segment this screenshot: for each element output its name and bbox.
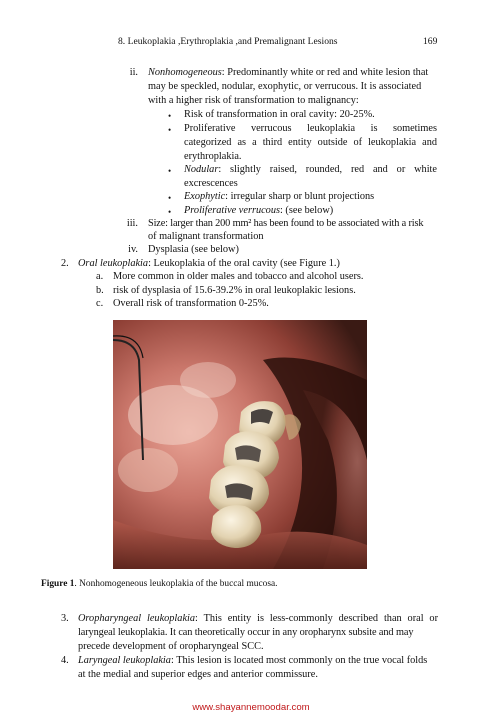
laryngeal-line-1: Laryngeal leukoplakia: This lesion is located most commonly on the true vocal folds	[78, 655, 428, 666]
oropharyngeal-line-1: Oropharyngeal leukoplakia: This entity is less-commonly described than oral or	[78, 613, 439, 624]
oral-leukoplakia-heading: Oral leukoplakia: Leukoplakia of the oral cavity (see Figure 1.)	[78, 258, 340, 269]
item-number: 2.	[61, 258, 69, 269]
bullet-glyph: •	[168, 193, 172, 203]
bullet-proliferative: Proliferative verrucous: (see below)	[184, 205, 334, 216]
bullet-pvl-line-3: erythroplakia.	[184, 151, 242, 162]
bullet-risk-text: Risk of transformation in oral cavity: 20-25%.	[184, 109, 375, 120]
nonhomogeneous-line-1: Nonhomogeneous: Predominantly white or red and white lesion that	[148, 67, 429, 78]
chapter-title: 8. Leukoplakia ,Erythroplakia ,and Premalignant Lesions	[118, 36, 338, 47]
oral-item-c-text: Overall risk of transformation 0-25%.	[113, 298, 269, 309]
page-number: 169	[423, 36, 438, 47]
oropharyngeal-line-3: precede development of oropharyngeal SCC.	[78, 641, 264, 652]
exophytic-term: Exophytic	[184, 191, 226, 202]
list-letter-c: c.	[96, 298, 104, 309]
oral-leukoplakia-term: Oral leukoplakia	[78, 258, 149, 269]
oropharyngeal-term: Oropharyngeal leukoplakia	[78, 613, 196, 624]
list-letter-a: a.	[96, 271, 104, 282]
bullet-glyph: •	[168, 125, 172, 135]
oral-item-b-text: risk of dysplasia of 15.6-39.2% in oral leukoplakic lesions.	[113, 285, 356, 296]
oral-item-a-text: More common in older males and tobacco and alcohol users.	[113, 271, 364, 282]
bullet-nodular-line-1: Nodular: slightly raised, rounded, red and or white	[184, 164, 437, 175]
bullet-nodular-line-2: excrescences	[184, 178, 238, 189]
bullet-glyph: •	[168, 111, 172, 121]
nonhomogeneous-line-3: with a higher risk of transformation to malignancy:	[148, 95, 359, 106]
proliferative-term: Proliferative verrucous	[184, 205, 280, 216]
bullet-pvl-line-2: categorized as a third entity outside of leukoplakia and	[184, 137, 437, 148]
laryngeal-term: Laryngeal leukoplakia	[78, 655, 171, 666]
roman-numeral-iv: iv.	[128, 244, 138, 255]
size-line-2: of malignant transformation	[148, 231, 264, 242]
figure-label: Figure 1	[41, 579, 75, 589]
roman-numeral-ii: ii.	[129, 67, 138, 78]
nonhomogeneous-line-2: may be speckled, nodular, exophytic, or verrucous. It is associated	[148, 81, 422, 92]
bullet-pvl-line-1: Proliferative verrucous leukoplakia is sometimes	[184, 123, 437, 134]
laryngeal-line-2: at the medial and superior edges and anterior commissure.	[78, 669, 318, 680]
size-line-1: Size: larger than 200 mm² has been found to be associated with a risk	[148, 218, 424, 229]
item-number: 3.	[61, 613, 69, 624]
dysplasia-text: Dysplasia (see below)	[148, 244, 239, 255]
item-number: 4.	[61, 655, 69, 666]
clinical-photo-buccal-mucosa	[113, 320, 367, 569]
bullet-exophytic: Exophytic: irregular sharp or blunt projections	[184, 191, 375, 202]
footer-website-link[interactable]: www.shayannemoodar.com	[192, 702, 310, 713]
nonhomogeneous-term: Nonhomogeneous	[148, 67, 222, 78]
figure-caption: Figure 1. Nonhomogeneous leukoplakia of the buccal mucosa.	[41, 579, 278, 589]
oropharyngeal-line-2: laryngeal leukoplakia. It can theoretically occur in any oropharynx subsite and may	[78, 627, 414, 638]
list-letter-b: b.	[96, 285, 104, 296]
bullet-glyph: •	[168, 166, 172, 176]
nodular-term: Nodular	[184, 164, 219, 175]
roman-numeral-iii: iii.	[126, 218, 138, 229]
bullet-glyph: •	[168, 207, 172, 217]
